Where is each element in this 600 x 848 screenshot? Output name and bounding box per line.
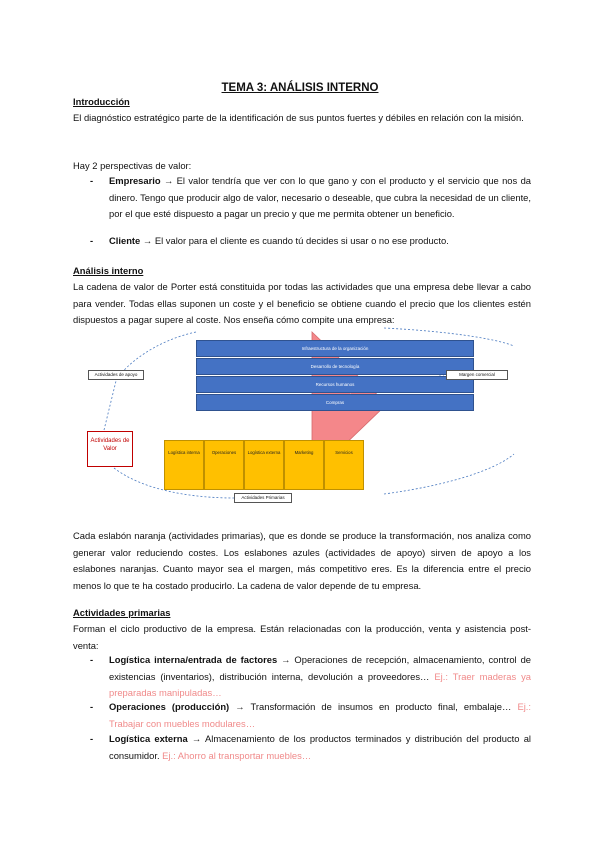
- bullet-dash: -: [90, 701, 94, 712]
- bullet-dash: -: [90, 733, 94, 744]
- perspectives-lead: Hay 2 perspectivas de valor:: [73, 160, 192, 171]
- bullet-body: → El valor tendría que ver con lo que gano y con el producto y el servicio que nos da dinero. Tengo que producir algo de valor, necesario o deseable, que cubra la necesidad de un cliente, por el que esté dispuesto a pagar un precio y que me permita obtener un beneficio.: [109, 175, 531, 219]
- primarias-heading: Actividades primarias: [73, 607, 171, 618]
- bullet-example: Ej.: Ahorro al transportar muebles…: [162, 749, 312, 761]
- bullet-term: Empresario: [109, 175, 161, 186]
- bullet-dash: -: [90, 235, 94, 246]
- bullet-body: → Operaciones de recepción, almacenamiento, control de existencias (inventarios), distribución interna, devolución a proveedores…: [109, 654, 531, 682]
- dashed-arrow-support: [104, 381, 116, 430]
- page-title: TEMA 3: ANÁLISIS INTERNO: [221, 82, 379, 94]
- intro-heading: Introducción: [73, 96, 130, 107]
- bullet-text: [109, 699, 531, 732]
- bullet-term: Operaciones (producción): [109, 701, 230, 712]
- bullet-term: Logística interna/entrada de factores: [109, 654, 278, 665]
- analisis-heading: Análisis interno: [73, 265, 144, 276]
- bullet-body: → Transformación de insumos en producto final, embalaje…: [229, 701, 518, 712]
- bullet-text: [109, 233, 531, 250]
- primary-box-marketing: Marketing: [284, 440, 324, 490]
- support-activities-label: Actividades de apoyo: [88, 370, 144, 380]
- bullet-example: Ej.: Trabajar con muebles modulares…: [109, 701, 531, 729]
- support-bar-hr: Recursos humanos: [196, 376, 474, 393]
- primarias-paragraph: Forman el ciclo productivo de la empresa. Están relacionadas con la producción, venta y asistencia post-venta:: [73, 623, 531, 651]
- margin-box: Margen comercial: [446, 370, 508, 380]
- support-bar-technology: Desarrollo de tecnología: [196, 358, 474, 375]
- bullet-text: [109, 173, 531, 223]
- support-bar-purchasing: Compras: [196, 394, 474, 411]
- value-activities-box: Actividades de Valor: [87, 431, 133, 467]
- bullet-example: Ej.: Traer maderas ya preparadas manipuladas…: [109, 670, 531, 698]
- diagram-explanation: Cada eslabón naranja (actividades primarias), que es donde se produce la transformación, nos analiza como generar valor reduciendo costes. Los eslabones azules (actividades de apoyo) sirven de apoyo a los eslabones naranjas. Cuanto mayor sea el margen, más competitivo eres. Es la diferencia entre el precio menos lo que te ha costado producirlo. La cadena de valor depende de tu empresa.: [73, 530, 531, 591]
- bullet-term: Logística externa: [109, 733, 188, 744]
- bullet-dash: -: [90, 654, 94, 665]
- intro-paragraph: El diagnóstico estratégico parte de la identificación de sus puntos fuertes y débiles en relación con la misión.: [73, 112, 524, 123]
- dashed-curve-bottom: [384, 454, 514, 494]
- support-bar-infrastructure: Infraestructura de la organización: [196, 340, 474, 357]
- bullet-body: → El valor para el cliente es cuando tú decides si usar o no ese producto.: [140, 235, 449, 246]
- bullet-dash: -: [90, 175, 94, 186]
- value-chain-diagram: [84, 326, 524, 516]
- primary-box-services: Servicios: [324, 440, 364, 490]
- bullet-text: [109, 731, 531, 764]
- primary-box-operations: Operaciones: [204, 440, 244, 490]
- primary-activities-label: Actividades Primarias: [234, 493, 292, 503]
- primary-box-inbound-logistics: Logística interna: [164, 440, 204, 490]
- bullet-text: [109, 652, 531, 702]
- primary-box-outbound-logistics: Logística externa: [244, 440, 284, 490]
- bullet-body: → Almacenamiento de los productos terminados y distribución del producto al consumidor.: [109, 733, 531, 761]
- analisis-paragraph: La cadena de valor de Porter está constituida por todas las actividades que una empresa debe llevar a cabo para vender. Todas ellas suponen un coste y el beneficio se obtiene cuando el precio que los clientes estén dispuestos a pagar supere al coste. Nos enseña cómo compite una empresa:: [73, 281, 531, 325]
- bullet-term: Cliente: [109, 235, 141, 246]
